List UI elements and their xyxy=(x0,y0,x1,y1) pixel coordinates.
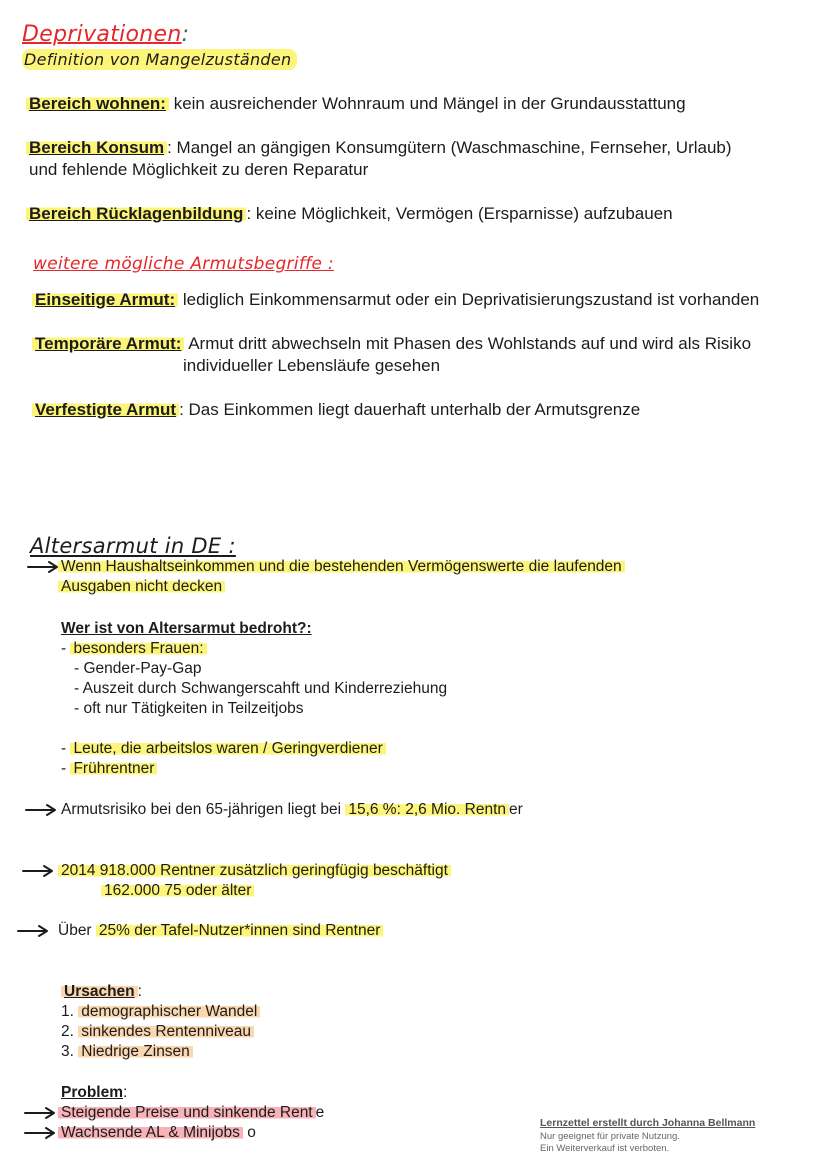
fact-rentner-75: 162.000 75 oder älter xyxy=(101,882,254,900)
bereich-konsum: Bereich Konsum : Mangel an gängigen Konsumgütern (Waschmaschine, Fernseher, Urlaub) xyxy=(26,138,732,158)
who-arbeitslos: - Leute, die arbeitslos waren / Geringverdiener xyxy=(61,740,386,758)
footer-usage: Nur geeignet für private Nutzung. xyxy=(540,1131,680,1142)
who-title: Wer ist von Altersarmut bedroht?: xyxy=(61,620,312,637)
fact-tafel: Über 25% der Tafel-Nutzer*innen sind Rentner xyxy=(58,922,383,940)
heading-definition: Definition von Mangelzuständen xyxy=(22,50,297,69)
bereich-ruecklagenbildung: Bereich Rücklagenbildung : keine Möglichkeit, Vermögen (Ersparnisse) aufzubauen xyxy=(26,204,673,224)
who-women: - besonders Frauen: xyxy=(61,640,207,658)
women-item: - Auszeit durch Schwangerscahft und Kinderreziehung xyxy=(74,680,448,697)
cause-item: 3. Niedrige Zinsen xyxy=(61,1043,193,1061)
arrow-icon xyxy=(24,1126,56,1140)
altersarmut-definition-line1: Wenn Haushaltseinkommen und die bestehenden Vermögenswerte die laufenden xyxy=(58,558,625,576)
heading-deprivationen: Deprivationen: xyxy=(22,22,190,47)
arrow-icon xyxy=(27,560,59,574)
armut-verfestigt: Verfestigte Armut : Das Einkommen liegt dauerhaft unterhalb der Armutsgrenze xyxy=(32,400,640,420)
cause-item: 2. sinkendes Rentenniveau xyxy=(61,1023,254,1041)
problem-minijobs: Wachsende AL & Minijobs o xyxy=(58,1124,256,1142)
footer-resale: Ein Weiterverkauf ist verboten. xyxy=(540,1143,670,1154)
bereich-wohnen: Bereich wohnen: kein ausreichender Wohnraum und Mängel in der Grundausstattung xyxy=(26,94,686,114)
arrow-icon xyxy=(17,924,49,938)
women-item: - oft nur Tätigkeiten in Teilzeitjobs xyxy=(74,700,304,717)
problem-title: Problem: xyxy=(61,1084,128,1101)
bereich-konsum-line2: und fehlende Möglichkeit zu deren Reparatur xyxy=(29,160,369,179)
causes-title: Ursachen : xyxy=(61,983,142,1001)
heading-altersarmut: Altersarmut in DE : xyxy=(30,534,236,558)
armut-temporaer: Temporäre Armut: Armut dritt abwechseln mit Phasen des Wohlstands auf und wird als Risiko xyxy=(32,334,751,354)
arrow-icon xyxy=(25,803,57,817)
altersarmut-definition-line2: Ausgaben nicht decken xyxy=(58,578,225,596)
problem-preise: Steigende Preise und sinkende Rent e xyxy=(58,1104,324,1122)
arrow-icon xyxy=(22,864,54,878)
women-item: - Gender-Pay-Gap xyxy=(74,660,202,677)
fact-rentner-beschaeftigt: 2014 918.000 Rentner zusätzlich geringfügig beschäftigt xyxy=(58,862,451,880)
heading-armutsbegriffe: weitere mögliche Armutsbegriffe : xyxy=(33,254,334,274)
who-fruehrentner: - Frührentner xyxy=(61,760,157,778)
armut-einseitig: Einseitige Armut: lediglich Einkommensarmut oder ein Deprivatisierungszustand ist vorhanden xyxy=(32,290,759,310)
cause-item: 1. demographischer Wandel xyxy=(61,1003,260,1021)
fact-armutsrisiko: Armutsrisiko bei den 65-jährigen liegt bei 15,6 %: 2,6 Mio. Rentn er xyxy=(61,801,523,818)
arrow-icon xyxy=(24,1106,56,1120)
armut-temporaer-line2: individueller Lebensläufe gesehen xyxy=(183,356,441,375)
footer-author: Lernzettel erstellt durch Johanna Bellmann xyxy=(540,1117,756,1129)
